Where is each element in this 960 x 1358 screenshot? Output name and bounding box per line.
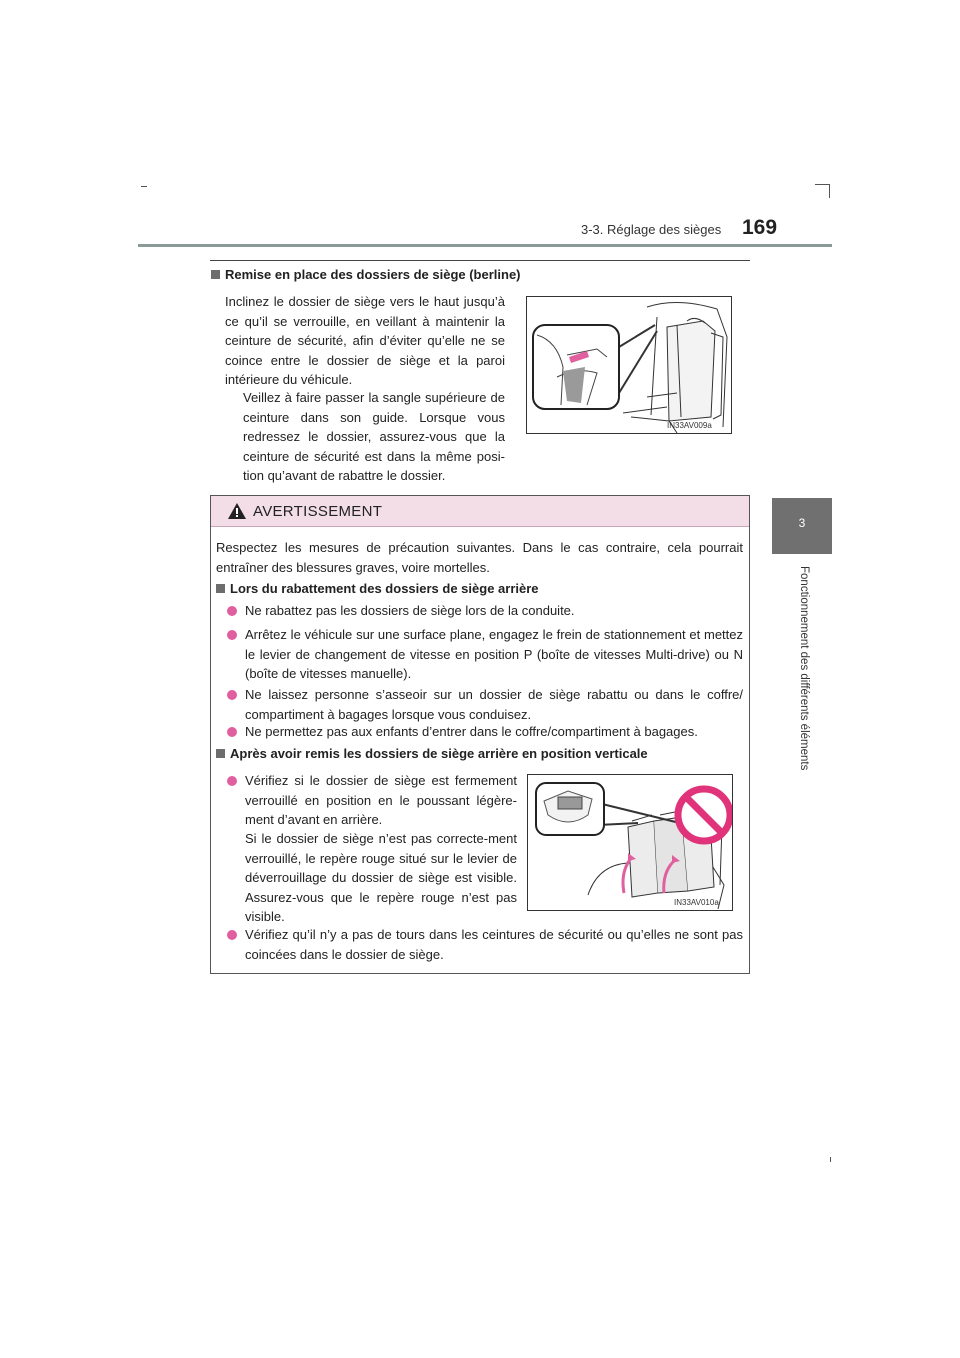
bullet-icon (227, 727, 237, 737)
bullet-icon (227, 690, 237, 700)
section-title: 3-3. Réglage des sièges (581, 222, 722, 237)
svg-text:IN33AV010a: IN33AV010a (674, 898, 719, 907)
seat-lock-icon (528, 775, 732, 910)
crop-mark (829, 184, 830, 198)
seatback-belt-icon (527, 297, 731, 433)
chapter-label: Fonctionnement des différents éléments (798, 566, 810, 771)
topic-heading: Remise en place des dossiers de siège (berline) (211, 267, 521, 282)
bullet-icon (227, 776, 237, 786)
topic-paragraph: Inclinez le dossier de siège vers le haut jusqu’à ce qu’il se verrouille, en veillant à maintenir la ceinture de sécurité, afin d’éviter qu’elle ne se coince entre le dossier de siège et la paroi intérieure du véhicule. (225, 294, 505, 387)
bullet-icon (227, 606, 237, 616)
warning-triangle-icon (227, 502, 247, 520)
warning-section-heading: Après avoir remis les dossiers de siège arrière en position verticale (216, 746, 648, 761)
header-rule (138, 244, 832, 247)
square-bullet-icon (216, 749, 225, 758)
svg-text:IN33AV009a: IN33AV009a (667, 421, 712, 430)
warning-intro: Respectez les mesures de précaution suivantes. Dans le cas contraire, cela pourrait entraîner des blessures graves, voire mortelles. (216, 540, 743, 575)
seat-lock-illustration (527, 774, 733, 911)
warning-title: AVERTISSEMENT (253, 503, 383, 520)
topic-note: Veillez à faire passer la sangle supérieure de ceinture dans son guide. Lorsque vous redressez le dossier, assurez-vous que la ceinture de sécurité est dans la même posi-tion qu’avant de rabattre le dossier. (243, 390, 505, 483)
page-number: 169 (742, 216, 778, 239)
bullet-icon (227, 630, 237, 640)
crop-mark (141, 186, 147, 187)
topic-rule (210, 260, 750, 261)
crop-mark (830, 1157, 831, 1162)
square-bullet-icon (216, 584, 225, 593)
bullet-icon (227, 930, 237, 940)
list-item-continuation: Si le dossier de siège n’est pas correcte-ment verrouillé, le repère rouge situé sur le levier de déverrouillage du dossier de siège est visible. Assurez-vous que le repère rouge n’est pas visible. (245, 831, 517, 924)
warning-section-heading: Lors du rabattement des dossiers de siège arrière (216, 581, 539, 596)
square-bullet-icon (211, 270, 220, 279)
warning-header (211, 496, 749, 527)
crop-mark (815, 184, 829, 185)
chapter-tab[interactable] (772, 498, 832, 554)
chapter-number: 3 (798, 516, 806, 530)
warning-box: AVERTISSEMENT Respectez les mesures de précaution suivantes. Dans le cas contraire, cela pourrait entraîner des blessures graves, voire mortelles. Lors du rabattement des dossiers de siège arrière Ne rabattez pas les dossiers de siège lors de la conduite. Arrêtez le véhicule sur une surface plane, engagez le frein de stationnement et mettez le levier de changement de vitesse en position P (boîte de vitesses Multi-drive) ou N (boîte de vitesses manuelle). Ne laissez personne s’asseoir sur un dossier de siège rabattu ou dans le coffre/ compartiment à bagages lorsque vous conduisez. Ne permettez pas aux enfants d’entrer dans le coffre/compartiment à bagages. Après avoir remis les dossiers de siège arrière en position verticale Vérifiez si le dossier de siège est fermement verrouillé en position en le poussant légère-ment d’avant en arrière. Si le dossier de siège n’est pas correcte-ment verrouillé, le repère rouge situé sur le levier de déverrouillage du dossier de siège est visible. Assurez-vous que le repère rouge n’est pas visible. Vérifiez qu’il n’y a pas de tours dans les ceintures de sécurité ou qu’elles ne sont pas coincées dans le dossier de siège. IN33AV010a (210, 495, 750, 974)
seatback-illustration (526, 296, 732, 434)
